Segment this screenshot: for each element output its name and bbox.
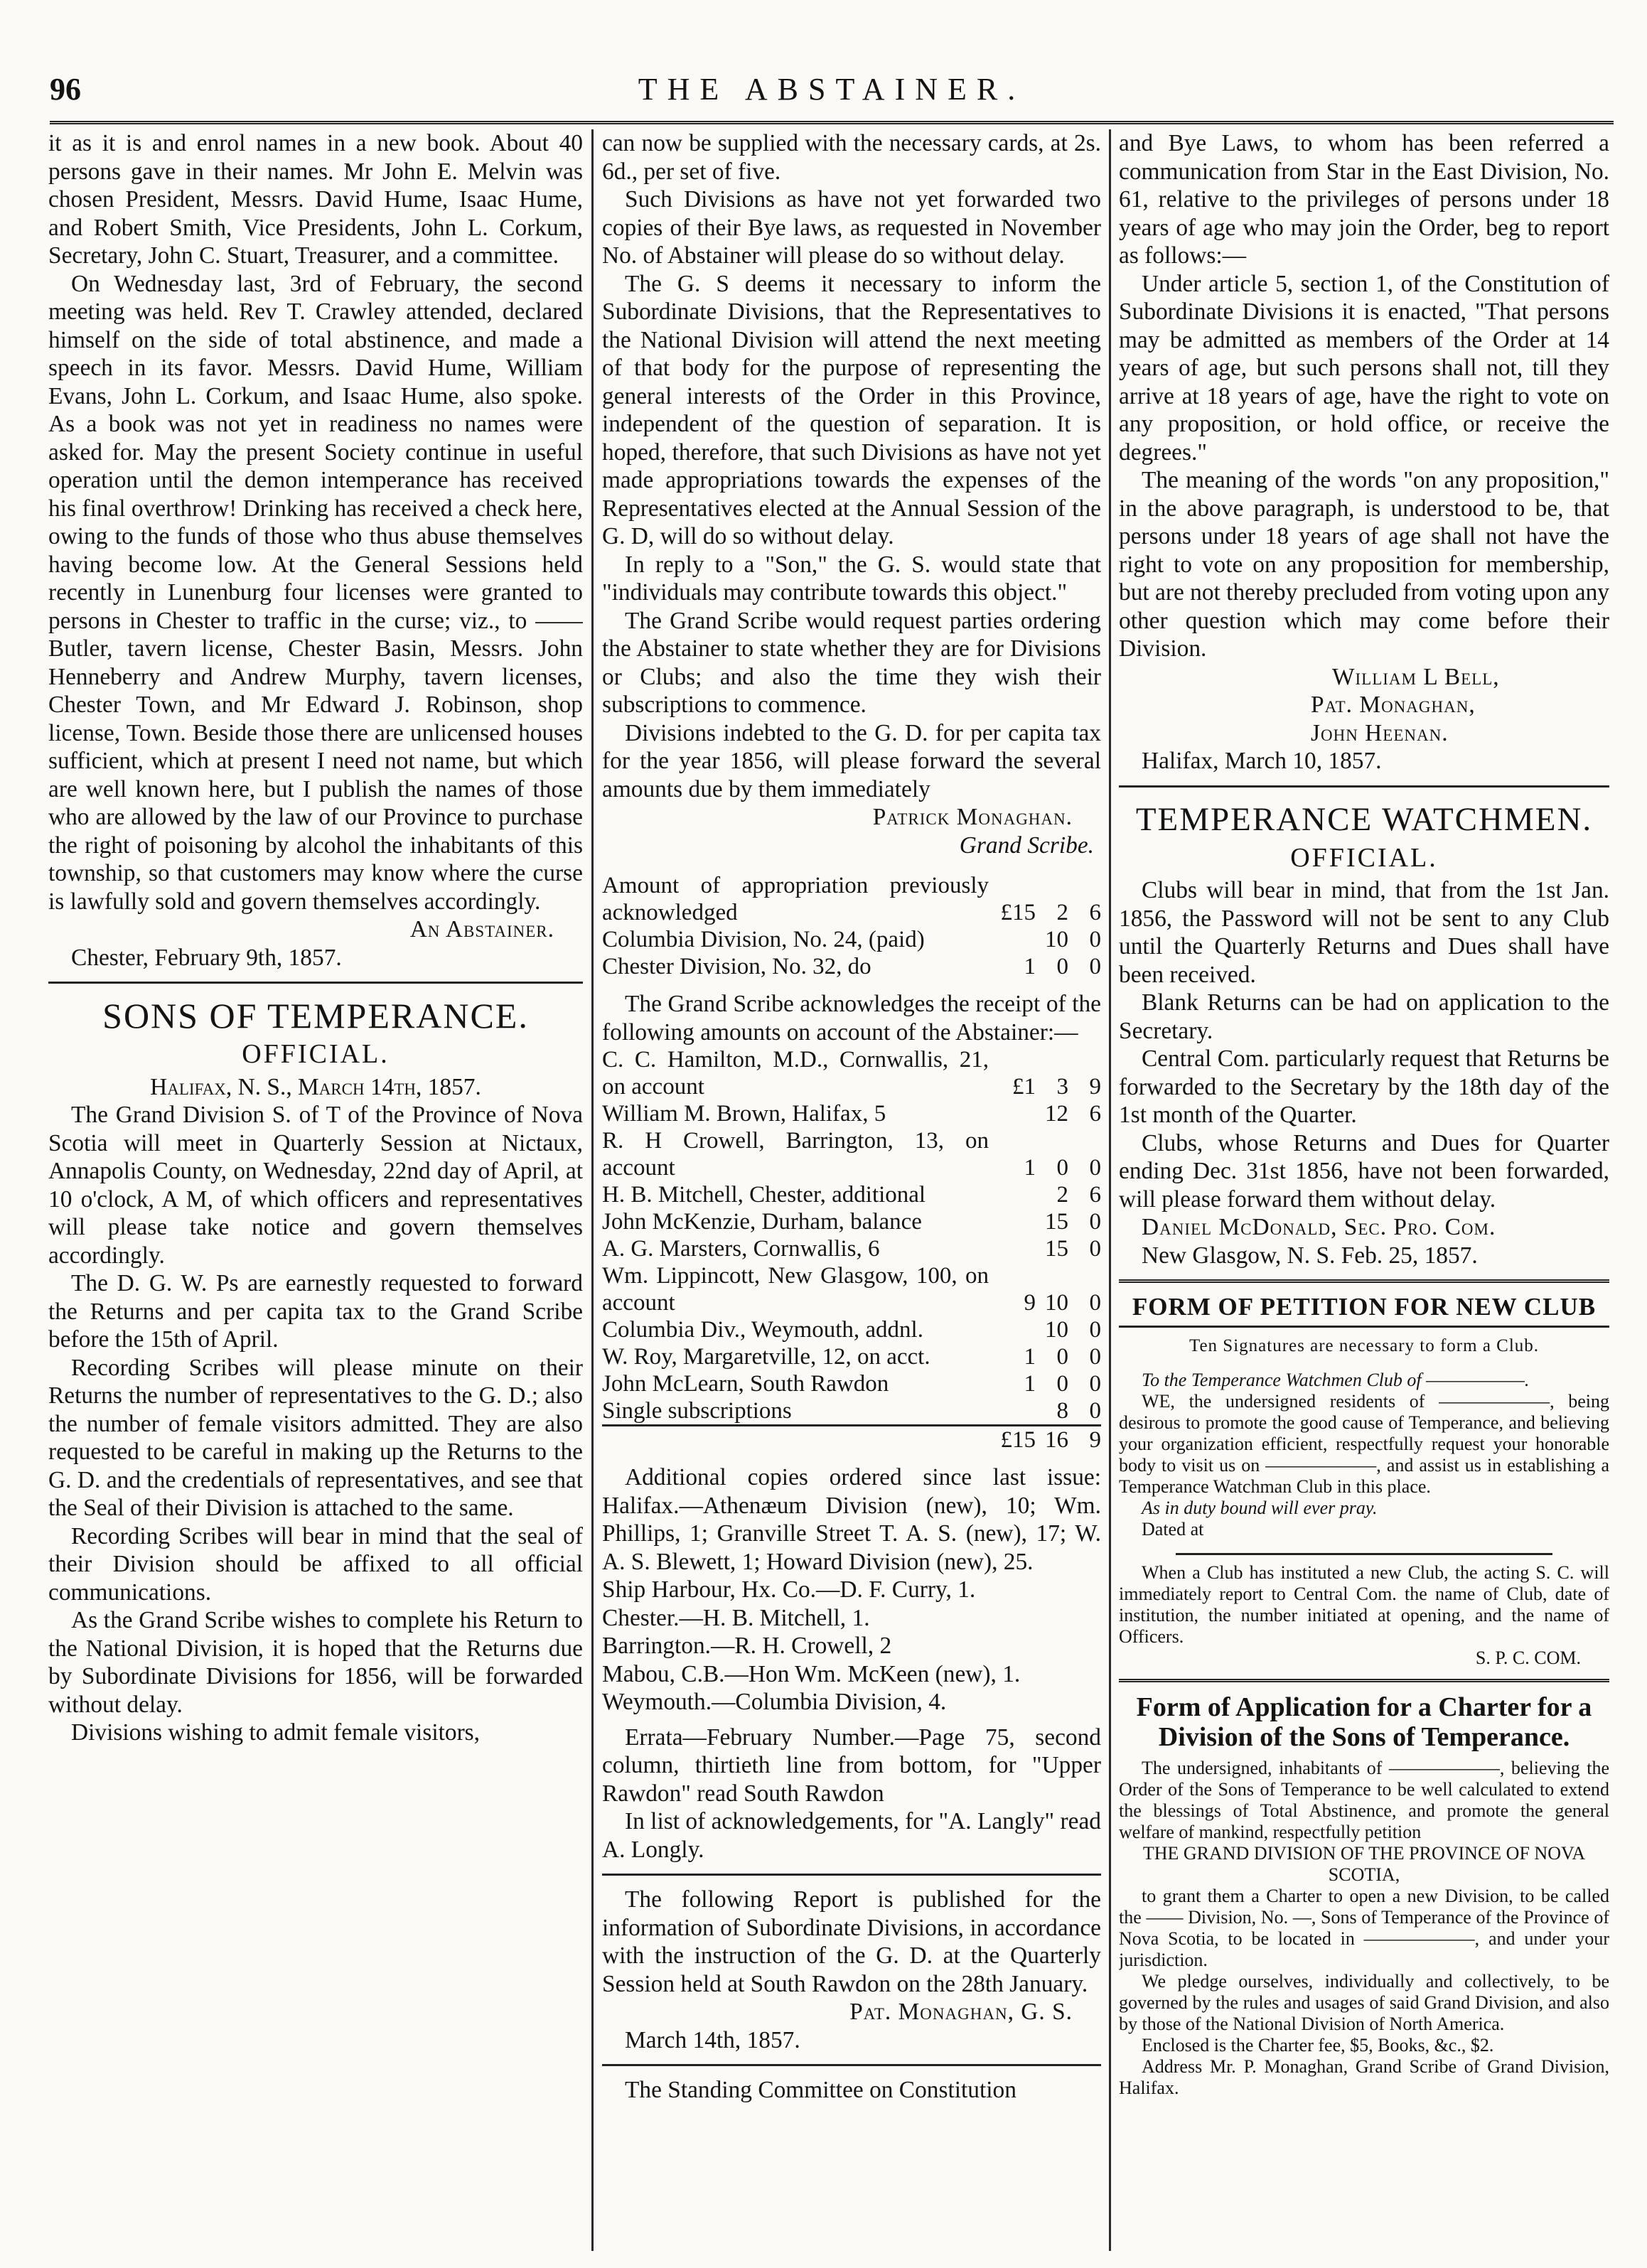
proposition-meaning: The meaning of the words "on any proposition," in the above paragraph, is understood to be, that persons under 18 years of age shall not have the right to vote on any proposition for membership, but are not thereby precluded from voting upon any other question which may come before their Division. [1119, 467, 1609, 662]
divider [48, 982, 583, 984]
returns-notice: As the Grand Scribe wishes to complete his Return to the National Division, it is hoped that the Returns due by Subordinate Divisions for 1856, will be forwarded without delay. [48, 1607, 583, 1718]
charter-heading: Form of Application for a Charter for a Division of the Sons of Temperance. [1136, 1692, 1592, 1752]
report-date: March 14th, 1857. [625, 2026, 800, 2053]
masthead [50, 71, 1614, 124]
entry-shillings: 0 [1056, 1155, 1068, 1181]
copies-barrington: Barrington.—R. H. Crowell, 2 [602, 1633, 892, 1659]
petition-body: WE, the undersigned residents of ——————, being desirous to promote the good cause of Temperance, and believing your organization efficient, respectfully request your honorable body to visit us on ——————, and assist us in establishing a Temperance Watchman Club in this place. [1119, 1391, 1609, 1497]
entry-shillings: 15 [1045, 1209, 1068, 1235]
second-meeting-paragraph: On Wednesday last, 3rd of February, the second meeting was held. Rev T. Crawley attended, declared himself on the side of total abstinence, and made a speech in its favor. Messrs. David Hume, William Evans, John L. Corkum, and Isaac Hume, also spoke. As a book was not yet in readiness no names were asked for. May the present Society continue in useful operation until the demon intemperance has received his final overthrow! Drinking has received a check here, owing to the funds of those who thus abuse themselves having become low. At the General Sessions held recently in Lunenburg four licenses were granted to persons in Chester to traffic in the curse; viz., to —— Butler, tavern license, Chester Basin, Messrs. John Henneberry and Andrew Murphy, tavern licenses, Chester Town, and Mr Edward J. Robinson, shop license, Town. Beside those there are unlicensed houses sufficient, which at present I need not name, but which are well known here, but I publish the names of those who are allowed by the law of our Province to purchase the right of poisoning by alcohol the inhabitants of this township, so that customers may know where the curse is lawfully sold and govern themselves accordingly. [48, 270, 583, 915]
entry-pounds: 9 [1024, 1290, 1036, 1316]
entry-shillings: 12 [1045, 1101, 1068, 1127]
errata-2: In list of acknowledgements, for "A. Langly" read A. Longly. [602, 1808, 1101, 1863]
account-row [602, 1343, 1101, 1370]
account-row [602, 1046, 1101, 1100]
entry-shillings: 10 [1045, 1317, 1068, 1343]
column-3 [1119, 129, 1609, 2251]
entry-pounds [989, 1100, 1036, 1127]
entry-pounds: 1 [1024, 1344, 1036, 1370]
bye-laws-notice: Such Divisions as have not yet forwarded two copies of their Bye laws, as requested in November No. of Abstainer will please do so without delay. [602, 186, 1101, 269]
entry-pence: 0 [1089, 954, 1101, 979]
entry-shillings: 2 [1056, 900, 1068, 925]
entry-pounds: 1 [1024, 1371, 1036, 1397]
errata: Errata—February Number.—Page 75, second column, thirtieth line from bottom, for "Upper Rawdon" read South Rawdon [602, 1724, 1101, 1807]
account-row [602, 1181, 1101, 1208]
entry-label: A. G. Marsters, Cornwallis, 6 [602, 1236, 880, 1262]
journal-title: THE ABSTAINER. [638, 72, 1026, 107]
entry-pence: 0 [1089, 1290, 1101, 1316]
sons-of-temperance-heading: SONS OF TEMPERANCE. [102, 996, 529, 1036]
committee-report: and Bye Laws, to whom has been referred a communication from Star in the East Division, No. 61, relative to the privileges of persons under 18 years of age who may join the Order, beg to report as follows:— [1119, 130, 1609, 269]
password-notice: Clubs will bear in mind, that from the 1st Jan. 1856, the Password will not be sent to any Club until the Quarterly Returns and Dues shall have been received. [1119, 877, 1609, 988]
entry-pounds: £1 [1012, 1074, 1036, 1100]
entry-shillings: 2 [1056, 1182, 1068, 1208]
overdue-returns-notice: Clubs, whose Returns and Dues for Quarter ending Dec. 31st 1856, have not been forwarded, will please forward them without delay. [1119, 1129, 1609, 1213]
entry-label: R. H Crowell, Barrington, 13, on account [602, 1128, 989, 1181]
entry-label: Amount of appropriation previously acknowledged [602, 873, 989, 925]
entry-pence: 0 [1089, 1344, 1101, 1370]
petition-closing: As in duty bound will ever pray. [1142, 1498, 1378, 1518]
new-club-instructions: When a Club has instituted a new Club, the acting S. C. will immediately report to Central Com. the name of Club, date of institution, the number initiated at opening, and the name of Officers. [1119, 1562, 1609, 1647]
watchmen-date: New Glasgow, N. S. Feb. 25, 1857. [1142, 1242, 1478, 1269]
committee-date: Halifax, March 10, 1857. [1142, 748, 1382, 774]
indebted-notice: Divisions indebted to the G. D. for per capita tax for the year 1856, will please forward the several amounts due by them immediately [602, 719, 1101, 802]
entry-pence: 0 [1089, 1398, 1101, 1424]
page-number: 96 [50, 72, 81, 107]
copies-chester: Chester.—H. B. Mitchell, 1. [602, 1604, 870, 1631]
entry-label: John McKenzie, Durham, balance [602, 1209, 922, 1235]
account-row [602, 1127, 1101, 1181]
petition-subheading: Ten Signatures are necessary to form a Club. [1189, 1335, 1540, 1355]
entry-pence: 0 [1089, 927, 1101, 952]
petition-addressee: To the Temperance Watchmen Club of ——————. [1142, 1370, 1530, 1390]
entry-pounds [989, 1208, 1036, 1235]
charter-address: Address Mr. P. Monaghan, Grand Scribe of Grand Division, Halifax. [1119, 2056, 1609, 2098]
account-row [602, 1370, 1101, 1397]
entry-label: C. C. Hamilton, M.D., Cornwallis, 21, on account [602, 1047, 989, 1100]
charter-grant: to grant them a Charter to open a new Division, to be called the —— Division, No. —, Sons of Temperance of the Province of Nova Scotia, to be located in ——————, and under your jurisdiction. [1119, 1886, 1609, 1970]
entry-label: William M. Brown, Halifax, 5 [602, 1101, 886, 1127]
column-1 [48, 129, 583, 2251]
charter-pledge: We pledge ourselves, individually and collectively, to be governed by the rules and usages of said Grand Division, and also by those of the National Division of North America. [1119, 1971, 1609, 2034]
charter-grand-division: THE GRAND DIVISION OF THE PROVINCE OF NOVA SCOTIA, [1142, 1843, 1586, 1885]
letter-signature: An Abstainer. [409, 916, 554, 942]
divider [1176, 1553, 1552, 1555]
account-row [602, 1235, 1101, 1262]
receipts-table [602, 1046, 1101, 1453]
female-visitors-notice: Divisions wishing to admit female visitors, [71, 1719, 481, 1746]
account-row [602, 953, 1101, 980]
column-rule-1 [591, 129, 594, 2251]
official-label: OFFICIAL. [242, 1039, 390, 1069]
signer-1: William L Bell, [1332, 663, 1500, 690]
appropriation-table [602, 872, 1101, 980]
standing-committee: The Standing Committee on Constitution [625, 2077, 1016, 2103]
entry-pounds: £15 [1000, 900, 1036, 925]
account-row [602, 926, 1101, 953]
copies-ship-harbour: Ship Harbour, Hx. Co.—D. F. Curry, 1. [602, 1576, 976, 1603]
entry-shillings: 0 [1056, 1371, 1068, 1397]
grand-scribe-title: Grand Scribe. [959, 832, 1094, 859]
entry-pence: 0 [1089, 1236, 1101, 1262]
column-rule-2 [1109, 129, 1111, 2251]
blank-returns-notice: Blank Returns can be had on application to the Secretary. [1119, 989, 1609, 1044]
account-row [602, 1208, 1101, 1235]
entry-label: Columbia Div., Weymouth, addnl. [602, 1317, 923, 1343]
entry-label: W. Roy, Margaretville, 12, on acct. [602, 1344, 930, 1370]
entry-label: Chester Division, No. 32, do [602, 954, 871, 979]
total-pence: 9 [1068, 1426, 1101, 1454]
entry-shillings: 0 [1056, 1344, 1068, 1370]
entry-pence: 6 [1089, 1101, 1101, 1127]
quarterly-session-notice: The Grand Division S. of T of the Province of Nova Scotia will meet in Quarterly Session at Nictaux, Annapolis County, on Wednesday, 22nd day of April, at 10 o'clock, A M, of which officers and representatives will please take notice and govern themselves accordingly. [48, 1102, 583, 1269]
entry-pence: 6 [1089, 900, 1101, 925]
entry-pounds: 1 [1024, 954, 1036, 979]
report-signature: Pat. Monaghan, G. S. [849, 1999, 1073, 2025]
copies-mabou: Mabou, C.B.—Hon Wm. McKeen (new), 1. [602, 1660, 1021, 1687]
additional-copies: Additional copies ordered since last issue: Halifax.—Athenæum Division (new), 10; Wm. Phillips, 1; Granville Street T. A. S. (new), 17; W. A. S. Blewett, 1; Howard Division (new), 25. [602, 1464, 1101, 1575]
entry-label: John McLearn, South Rawdon [602, 1371, 889, 1397]
petition-heading: FORM OF PETITION FOR NEW CLUB [1132, 1293, 1597, 1321]
entry-label: H. B. Mitchell, Chester, additional [602, 1182, 926, 1208]
total-shillings: 16 [1036, 1426, 1068, 1454]
cards-notice: can now be supplied with the necessary cards, at 2s. 6d., per set of five. [602, 130, 1101, 185]
dgwps-notice: The D. G. W. Ps are earnestly requested to forward the Returns and per capita tax to the Grand Scribe before the 15th of April. [48, 1270, 583, 1353]
article-5-quote: Under article 5, section 1, of the Constitution of Subordinate Divisions it is enacted, "That persons may be admitted as members of the Order at 14 years of age, but such persons shall not, till they arrive at 18 years of age, have the right to vote on any proposition, or hold office, or receive the degrees." [1119, 270, 1609, 466]
account-row [602, 1397, 1101, 1426]
divider [1119, 785, 1609, 788]
acknowledgement-intro: The Grand Scribe acknowledges the receipt of the following amounts on account of the Abstainer:— [602, 991, 1101, 1046]
entry-label: Columbia Division, No. 24, (paid) [602, 927, 925, 952]
signer-2: Pat. Monaghan, [1311, 692, 1476, 718]
divider [1119, 1326, 1609, 1328]
letter-place-date: Chester, February 9th, 1857. [71, 944, 342, 971]
entry-pence: 6 [1089, 1182, 1101, 1208]
entry-shillings: 8 [1056, 1398, 1068, 1424]
entry-pence: 0 [1089, 1371, 1101, 1397]
double-divider [1119, 1679, 1609, 1682]
charter-body: The undersigned, inhabitants of ——————, believing the Order of the Sons of Temperance to be well calculated to extend the blessings of Total Abstinence, and promote the general welfare of mankind, respectfully petition [1119, 1758, 1609, 1842]
temperance-watchmen-heading: TEMPERANCE WATCHMEN. [1135, 800, 1593, 838]
account-row [602, 1262, 1101, 1316]
entry-shillings: 10 [1045, 927, 1068, 952]
entry-pence: 0 [1089, 1155, 1101, 1181]
continued-paragraph: it as it is and enrol names in a new book. About 40 persons gave in their names. Mr John E. Melvin was chosen President, Messrs. David Hume, Isaac Hume, and Robert Smith, Vice Presidents, John L. Corkum, Secretary, John C. Stuart, Treasurer, and a committee. [48, 130, 583, 269]
receipts-total-row [602, 1426, 1101, 1454]
entry-pence: 0 [1089, 1209, 1101, 1235]
account-row [602, 1316, 1101, 1343]
entry-pounds: 1 [1024, 1155, 1036, 1181]
spc-com-signature: S. P. C. COM. [1475, 1648, 1581, 1668]
entry-shillings: 10 [1045, 1290, 1068, 1316]
official-label: OFFICIAL. [1290, 842, 1438, 873]
entry-label: Wm. Lippincott, New Glasgow, 100, on account [602, 1263, 989, 1316]
recording-scribes-notice: Recording Scribes will please minute on their Returns the number of representatives to the G. D.; also the number of female visitors admitted. They are also requested to be careful in making up the Returns to the G. D. and the credentials of representatives, and see that the Seal of their Division is attached to the same. [48, 1354, 583, 1521]
central-com-notice: Central Com. particularly request that Returns be forwarded to the Secretary by the 18th day of the 1st month of the Quarter. [1119, 1046, 1609, 1128]
entry-shillings: 0 [1056, 954, 1068, 979]
dateline: Halifax, N. S., March 14th, 1857. [150, 1073, 481, 1100]
divider [602, 1874, 1101, 1876]
total-pounds: £15 [989, 1426, 1036, 1454]
divider [602, 2064, 1101, 2066]
entry-shillings: 3 [1056, 1074, 1068, 1100]
reply-to-son: In reply to a "Son," the G. S. would state that "individuals may contribute towards this object." [602, 551, 1101, 606]
entry-shillings: 15 [1045, 1236, 1068, 1262]
representatives-notice: The G. S deems it necessary to inform the Subordinate Divisions, that the Representatives to the National Division will attend the next meeting of that body for the purpose of representing the general interests of the Order in this Province, independent of the question of separation. It is hoped, therefore, that such Divisions as have not yet made appropriations towards the expenses of the Representatives elected at the Annual Session of the G. D, will do so without delay. [602, 270, 1101, 549]
report-intro: The following Report is published for the information of Subordinate Divisions, in accordance with the instruction of the G. D. at the Quarterly Session held at South Rawdon on the 28th January. [602, 1886, 1101, 1997]
entry-pounds [989, 1235, 1036, 1262]
entry-pence: 9 [1089, 1074, 1101, 1100]
entry-pounds [989, 1316, 1036, 1343]
seal-notice: Recording Scribes will bear in mind that the seal of their Division should be affixed to all official communications. [48, 1522, 583, 1606]
petition-dated: Dated at [1142, 1519, 1204, 1539]
copies-weymouth: Weymouth.—Columbia Division, 4. [602, 1689, 947, 1715]
account-row [602, 1100, 1101, 1127]
entry-label: Single subscriptions [602, 1398, 792, 1424]
grand-scribe-name: Patrick Monaghan. [872, 804, 1073, 830]
entry-pounds [989, 1181, 1036, 1208]
ordering-notice: The Grand Scribe would request parties ordering the Abstainer to state whether they are for Divisions or Clubs; and also the time they wish their subscriptions to commence. [602, 607, 1101, 718]
account-row [602, 872, 1101, 926]
watchmen-signature: Daniel McDonald, Sec. Pro. Com. [1142, 1214, 1496, 1240]
entry-pence: 0 [1089, 1317, 1101, 1343]
entry-pounds [989, 1397, 1036, 1426]
charter-fee: Enclosed is the Charter fee, $5, Books, &c., $2. [1142, 2035, 1494, 2055]
column-2 [602, 129, 1101, 2251]
entry-pounds [989, 926, 1036, 953]
double-divider [1119, 1279, 1609, 1283]
signer-3: John Heenan. [1311, 719, 1449, 746]
